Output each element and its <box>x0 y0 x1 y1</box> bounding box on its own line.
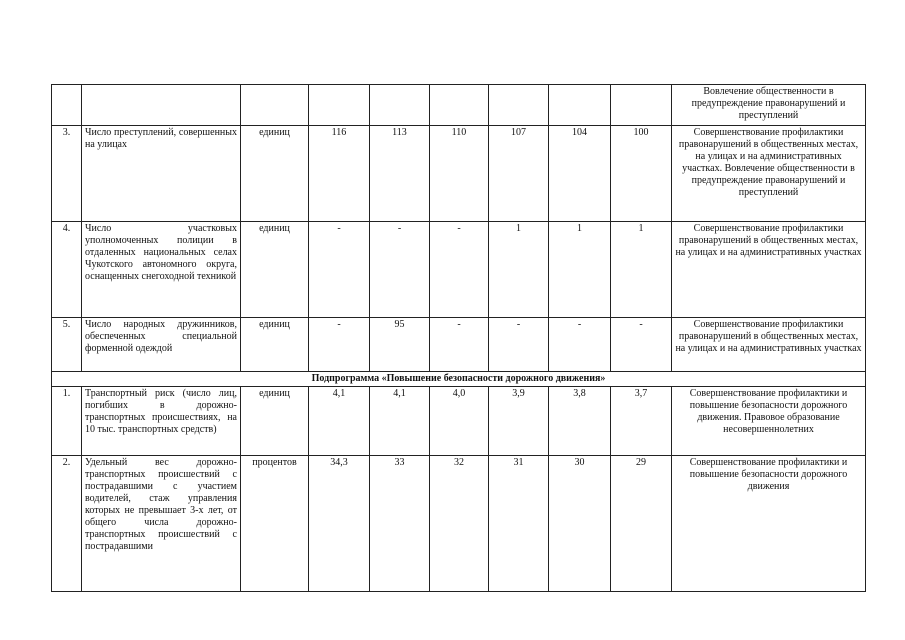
value-cell: 113 <box>370 126 430 222</box>
subprogram-header-row <box>52 372 866 387</box>
value-cell: 3,7 <box>611 387 672 456</box>
value-cell: 29 <box>611 456 672 592</box>
unit-cell: единиц <box>241 126 309 222</box>
activity-cell: Совершенствование профилактики правонарушений в общественных местах, на улицах и на административных участках <box>672 318 866 372</box>
value-cell: - <box>309 222 370 318</box>
value-cell: 31 <box>489 456 549 592</box>
value-cell: - <box>549 318 611 372</box>
indicator-name: Число народных дружинников, обеспеченных специальной форменной одеждой <box>82 318 241 372</box>
value-cell: - <box>430 222 489 318</box>
table-row <box>52 387 866 456</box>
value-cell <box>309 85 370 126</box>
table-row <box>52 222 866 318</box>
value-cell <box>549 85 611 126</box>
unit-cell: единиц <box>241 387 309 456</box>
table-row <box>52 85 866 126</box>
value-cell: 107 <box>489 126 549 222</box>
activity-cell: Совершенствование профилактики правонарушений в общественных местах, на улицах и на административных участках <box>672 222 866 318</box>
activity-cell: Вовлечение общественности в предупреждение правонарушений и преступлений <box>672 85 866 126</box>
value-cell <box>489 85 549 126</box>
activity-cell: Совершенствование профилактики и повышение безопасности дорожного движения <box>672 456 866 592</box>
value-cell: - <box>489 318 549 372</box>
value-cell: 32 <box>430 456 489 592</box>
value-cell: 30 <box>549 456 611 592</box>
unit-cell: единиц <box>241 318 309 372</box>
unit-cell <box>241 85 309 126</box>
value-cell: 3,8 <box>549 387 611 456</box>
table-row <box>52 456 866 592</box>
value-cell: 1 <box>489 222 549 318</box>
row-number: 3. <box>52 126 82 222</box>
subprogram-title: Подпрограмма «Повышение безопасности дорожного движения» <box>52 372 866 387</box>
row-number: 1. <box>52 387 82 456</box>
row-number: 5. <box>52 318 82 372</box>
value-cell <box>611 85 672 126</box>
table-row <box>52 318 866 372</box>
unit-cell: процентов <box>241 456 309 592</box>
value-cell: 104 <box>549 126 611 222</box>
value-cell: - <box>430 318 489 372</box>
indicator-name: Число участковых уполномоченных полиции в отдаленных национальных селах Чукотского автономного округа, оснащенных снегоходной техникой <box>82 222 241 318</box>
value-cell: 1 <box>549 222 611 318</box>
activity-cell: Совершенствование профилактики правонарушений в общественных местах, на улицах и на административных участках. Вовлечение общественности в предупреждение правонарушений и преступлений <box>672 126 866 222</box>
value-cell: 3,9 <box>489 387 549 456</box>
value-cell <box>370 85 430 126</box>
value-cell: 4,1 <box>370 387 430 456</box>
row-number: 2. <box>52 456 82 592</box>
row-number: 4. <box>52 222 82 318</box>
value-cell: 33 <box>370 456 430 592</box>
value-cell: 95 <box>370 318 430 372</box>
value-cell: 4,1 <box>309 387 370 456</box>
activity-cell: Совершенствование профилактики и повышение безопасности дорожного движения. Правовое образование несовершеннолетних <box>672 387 866 456</box>
unit-cell: единиц <box>241 222 309 318</box>
value-cell: 100 <box>611 126 672 222</box>
value-cell: 4,0 <box>430 387 489 456</box>
indicator-name: Число преступлений, совершенных на улицах <box>82 126 241 222</box>
value-cell: - <box>370 222 430 318</box>
value-cell: 1 <box>611 222 672 318</box>
indicator-name <box>82 85 241 126</box>
indicator-name: Удельный вес дорожно-транспортных происшествий с пострадавшими с участием водителей, стаж управления которых не превышает 3-х лет, от общего числа дорожно-транспортных происшествий с пострадавшими <box>82 456 241 592</box>
indicators-table <box>51 84 866 592</box>
value-cell: 110 <box>430 126 489 222</box>
table-row <box>52 126 866 222</box>
value-cell: 116 <box>309 126 370 222</box>
value-cell: 34,3 <box>309 456 370 592</box>
indicator-name: Транспортный риск (число лиц, погибших в дорожно-транспортных происшествиях, на 10 тыс. транспортных средств) <box>82 387 241 456</box>
value-cell: - <box>309 318 370 372</box>
value-cell: - <box>611 318 672 372</box>
row-number <box>52 85 82 126</box>
value-cell <box>430 85 489 126</box>
